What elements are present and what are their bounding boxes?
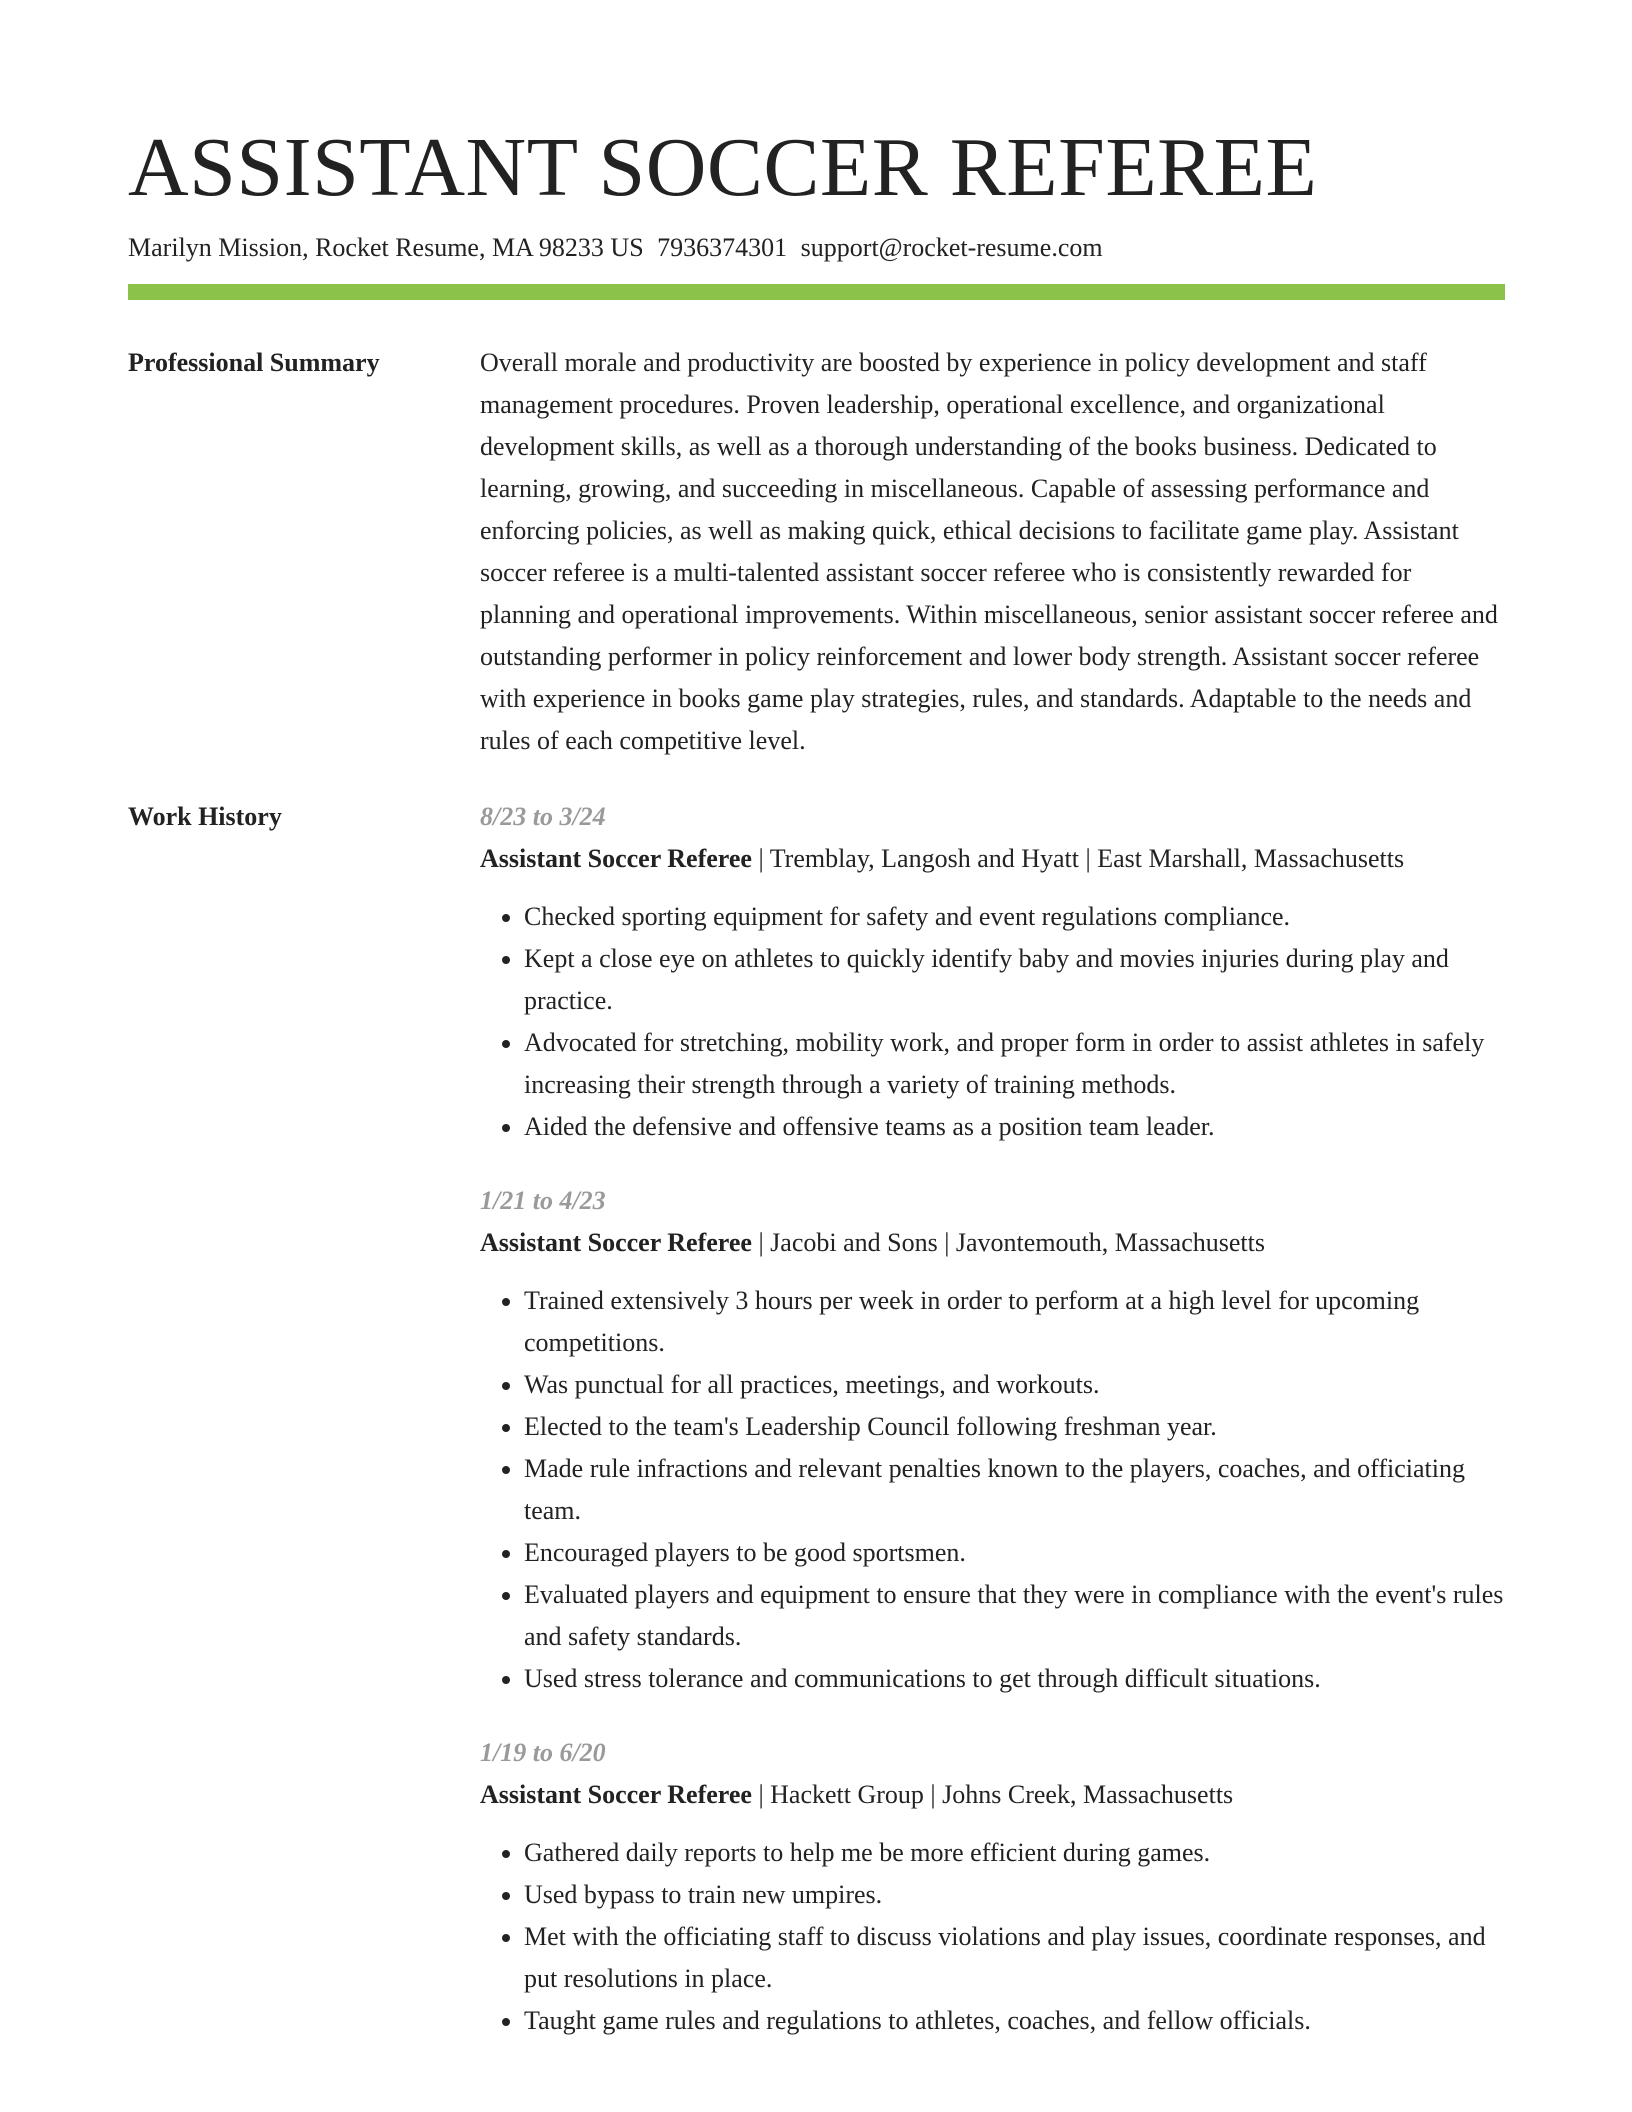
- job-heading: [480, 1774, 1505, 1816]
- contact-email: support@rocket-resume.com: [800, 233, 1103, 262]
- job-bullet: • Used stress tolerance and communications to get through difficult situations.: [524, 1658, 1505, 1700]
- header-divider: [128, 284, 1505, 300]
- job-bullet: • Made rule infractions and relevant penalties known to the players, coaches, and officiating team.: [524, 1448, 1505, 1532]
- job-title: Assistant Soccer Referee: [480, 844, 752, 873]
- job-heading: [480, 838, 1505, 880]
- job-bullet-list: [480, 1280, 1505, 1700]
- job-bullet: • Encouraged players to be good sportsmen.: [524, 1532, 1505, 1574]
- job-bullet: • Advocated for stretching, mobility work, and proper form in order to assist athletes in safely increasing their strength through a variety of training methods.: [524, 1022, 1505, 1106]
- job-entry: [480, 1732, 1505, 2042]
- job-bullet: • Taught game rules and regulations to athletes, coaches, and fellow officials.: [524, 2000, 1505, 2042]
- contact-address: Marilyn Mission, Rocket Resume, MA 98233 US: [128, 233, 644, 262]
- job-bullet-list: [480, 1832, 1505, 2042]
- contact-phone: 7936374301: [657, 233, 788, 262]
- resume-page: [128, 0, 1505, 2042]
- summary-body: [480, 342, 1505, 762]
- job-dates: 1/21 to 4/23: [480, 1186, 606, 1215]
- job-employer-location: | Tremblay, Langosh and Hyatt | East Marshall, Massachusetts: [751, 844, 1405, 873]
- work-history-heading: Work History: [128, 802, 282, 831]
- summary-text: Overall morale and productivity are boosted by experience in policy development and staff management procedures. Proven leadership, operational excellence, and organizational development skills, as well as a thorough understanding of the books business. Dedicated to learning, growing, and succeeding in miscellaneous. Capable of assessing performance and enforcing policies, as well as making quick, ethical decisions to facilitate game play. Assistant soccer referee is a multi-talented assistant soccer referee who is consistently rewarded for planning and operational improvements. Within miscellaneous, senior assistant soccer referee and outstanding performer in policy reinforcement and lower body strength. Assistant soccer referee with experience in books game play strategies, rules, and standards. Adaptable to the needs and rules of each competitive level.: [480, 348, 1498, 755]
- summary-section: [128, 342, 1505, 762]
- job-bullet: • Kept a close eye on athletes to quickly identify baby and movies injuries during play and practice.: [524, 938, 1505, 1022]
- contact-line: [128, 230, 1505, 266]
- job-bullet: • Was punctual for all practices, meetings, and workouts.: [524, 1364, 1505, 1406]
- work-history-section: [128, 796, 1505, 2042]
- job-entry: [480, 796, 1505, 1148]
- job-bullet: • Checked sporting equipment for safety and event regulations compliance.: [524, 896, 1505, 938]
- job-dates: 8/23 to 3/24: [480, 802, 606, 831]
- job-bullet-list: [480, 896, 1505, 1148]
- job-entry: [480, 1180, 1505, 1700]
- job-bullet: • Aided the defensive and offensive teams as a position team leader.: [524, 1106, 1505, 1148]
- candidate-name: ASSISTANT SOCCER REFEREE: [128, 121, 1318, 214]
- job-bullet: • Gathered daily reports to help me be more efficient during games.: [524, 1832, 1505, 1874]
- job-dates: 1/19 to 6/20: [480, 1738, 606, 1767]
- work-history-body: [480, 796, 1505, 2042]
- job-title: Assistant Soccer Referee: [480, 1780, 752, 1809]
- job-bullet: • Used bypass to train new umpires.: [524, 1874, 1505, 1916]
- job-heading: [480, 1222, 1505, 1264]
- job-bullet: • Elected to the team's Leadership Council following freshman year.: [524, 1406, 1505, 1448]
- job-bullet: • Evaluated players and equipment to ensure that they were in compliance with the event's rules and safety standards.: [524, 1574, 1505, 1658]
- summary-heading: Professional Summary: [128, 348, 380, 377]
- job-bullet: • Trained extensively 3 hours per week in order to perform at a high level for upcoming competitions.: [524, 1280, 1505, 1364]
- job-title: Assistant Soccer Referee: [480, 1228, 752, 1257]
- job-employer-location: | Jacobi and Sons | Javontemouth, Massachusetts: [751, 1228, 1265, 1257]
- job-employer-location: | Hackett Group | Johns Creek, Massachusetts: [751, 1780, 1234, 1809]
- job-bullet: • Met with the officiating staff to discuss violations and play issues, coordinate responses, and put resolutions in place.: [524, 1916, 1505, 2000]
